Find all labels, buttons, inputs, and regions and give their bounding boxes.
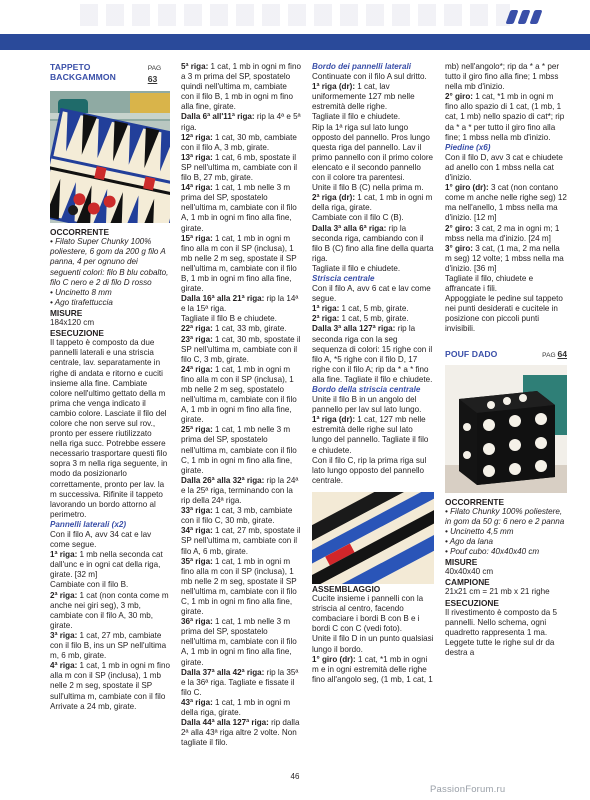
- column-2: [181, 62, 301, 748]
- border-repeat: Rip la 1ª riga sul lato lungo opposto del pannello. Pros lungo questa riga del pannello. Lav il primo pannello con il primo colore elencato e il secondo pannello con il colore tra parentesi.: [312, 122, 434, 183]
- pouf-sample: 21x21 cm = 21 mb x 21 righe: [445, 587, 550, 597]
- pieces-placement: Appoggiate le pedine sul tappeto nei punti desiderati e cucitele in posizione con piccoli punti invisibili.: [445, 294, 563, 334]
- pieces-round-1: 1° giro (dr): 3 cat (non contano come m anche nelle righe seg) 12 ma nell'anello, 1 mbss nella ma d'inizio. [12 m]: [445, 183, 567, 223]
- pouf-materials-heading: OCCORRENTE: [445, 496, 505, 507]
- rows-44-127: Dalla 44ª alla 127ª riga: rip dalla 2ª alla 43ª riga altre 2 volte. Non tagliate il filo.: [181, 718, 300, 748]
- border-row-2: 2ª riga (dr): 1 cat, 1 mb in ogni m della riga, girate.: [312, 193, 433, 213]
- assembly-round-1-cont: mb) nell'angolo*; rip da * a * per tutto il giro fino alla fine; 1 mbss nella mb d'inizio.: [445, 62, 560, 92]
- pouf-material-2: • Uncinetto 4,5 mm: [445, 526, 514, 536]
- pieces-heading: Piedine (x6): [445, 142, 491, 152]
- page-number: 46: [290, 772, 300, 781]
- pouf-title-row: [445, 349, 567, 361]
- row-5: 5ª riga: 1 cat, 1 mb in ogni m fino a 3 m prima del SP, spostatelo quindi nell'ultima m, cambiate con il filo B, 1 mb in ogni m fino alla fine, girate.: [181, 62, 301, 112]
- row-15: 15ª riga: 1 cat, 1 mb in ogni m fino alla m con il SP (inclusa), 1 mb nelle 2 m seg, spostate il SP nell'ultima m, cambiate con il filo B, 1 mb in ogni m fino alla fine, girate.: [181, 233, 297, 294]
- backgammon-page-ref: [148, 64, 170, 86]
- row-22: 22ª riga: 1 cat, 33 mb, girate.: [181, 324, 287, 334]
- column-3: [312, 62, 434, 685]
- pieces-round-3: 3° giro: 3 cat, (1 ma, 2 ma nella m seg) 12 volte; 1 mbss nella ma d'inizio. [36 m]: [445, 243, 564, 273]
- pouf-exec-heading: ESECUZIONE: [445, 597, 499, 608]
- pouf-size: 40x40x40 cm: [445, 567, 494, 577]
- backgammon-exec-text: Il tappeto è composto da due pannelli laterali e una striscia centrale, lav. separatamente in righe di andata e ritorno e cuciti insieme alla fine. Cambiate colore nell'ultimo gettato della m prima che venga indicato il cambio colore. Lasciate il filo del colore che non serve sul rov., pronto per essere riutilizzato nella riga succ. Potrebbe essere necessario trasportare questi filo sopra 3 m nella riga seguente, in modo da posizionarlo correttamente, pronto per lav. la m successiva. Rifinite il tappeto lavorando un bordo attorno al perimetro.: [50, 338, 168, 519]
- rows-26-32: Dalla 26ª alla 32ª riga: rip la 24ª e la 25ª riga, terminando con la rip della 24ª riga.: [181, 475, 299, 506]
- row-14: 14ª riga: 1 cat, 1 mb nelle 3 m prima del SP, spostatelo nell'ultima m, cambiate con il filo A, 1 mb in ogni m fino alla fine, girate.: [181, 183, 297, 233]
- column-4: [445, 62, 567, 658]
- backgammon-title: TAPPETO BACKGAMMON: [50, 62, 116, 83]
- pouf-page-ref: [542, 349, 567, 361]
- backgammon-size-heading: MISURE: [50, 307, 83, 318]
- backgammon-material-2: • Uncinetto 8 mm: [50, 287, 112, 297]
- pieces-intro: Con il filo D, avv 3 cat e chiudete ad anello con 1 mbss nella cat d'inizio.: [445, 152, 563, 183]
- row-36: 36ª riga: 1 cat, 1 mb nelle 3 m prima del SP, spostatelo nell'ultima m, cambiate con il filo A, 1 mb in ogni m fino alla fine, girate.: [181, 617, 297, 667]
- row-25: 25ª riga: 1 cat, 1 mb nelle 3 m prima del SP, spostatelo nell'ultima m, cambiate con il filo C, 1 mb in ogni m fino alla fine, girate.: [181, 425, 297, 475]
- strip-heading: Striscia centrale: [312, 273, 375, 283]
- assembly-text: Cucite insieme i pannelli con la striscia al centro, facendo combaciare i bordi B con B e i bordi C con C (vedi foto).: [312, 594, 424, 634]
- strip-border-row-1: 1ª riga (dr): 1 cat, 127 mb nelle estremità delle righe sul lato lungo del pannello. Tagliate il filo e chiudete.: [312, 415, 429, 455]
- panel-border-intro: Continuate con il filo A sul dritto.: [312, 72, 427, 82]
- rows-6-11: Dalla 6ª all'11ª riga: rip la 4ª e 5ª riga.: [181, 112, 301, 132]
- rug-illustration: [50, 91, 170, 223]
- assembly-join-d: Unite il filo D in un punto qualsiasi lungo il bordo.: [312, 634, 434, 654]
- rug-detail-illustration: [312, 492, 434, 584]
- row-35: 35ª riga: 1 cat, 1 mb in ogni m fino alla m con il SP (inclusa), 1 mb nelle 2 m seg, spostate il SP nell'ultima m, cambiate con il filo C, 1 mb in ogni m fino alla fine, girate.: [181, 556, 297, 617]
- strip-border-intro: Unite il filo B in un angolo del pannello per lav sul lato lungo.: [312, 395, 422, 415]
- backgammon-rug-photo: [50, 91, 170, 223]
- assembly-round-1: 1° giro (dr): 1 cat, *1 mb in ogni m e in ogni estremità delle righe fino all'angolo seg, (1 mb, 1 cat, 1: [312, 654, 433, 684]
- backgammon-material-3: • Ago tirafettuccia: [50, 297, 113, 307]
- row-33: 33ª riga: 1 cat, 3 mb, cambiate con il filo C, 30 mb, girate.: [181, 506, 293, 526]
- border-join: Unite il filo B (C) nella prima m.: [312, 183, 424, 193]
- backgammon-page-prefix: PAG: [147, 65, 162, 72]
- row-23: 23ª riga: 1 cat, 30 mb, spostate il SP nell'ultima m, cambiate con il filo C, 3 mb, girate.: [181, 334, 301, 364]
- strip-rows-3-127: Dalla 3ª alla 127ª riga: rip la seconda riga con la seg sequenza di colori: 15 righe con il filo A, *5 righe con il filo D, 17 righe con il filo A; rip da * a * fino alla fine. Tagliate il filo e chiudete.: [312, 324, 433, 384]
- pouf-page-prefix: PAG: [542, 351, 556, 359]
- pouf-size-heading: MISURE: [445, 557, 478, 568]
- pouf-page-number: 64: [557, 348, 567, 359]
- panel-change-b: Cambiate con il filo B.: [50, 580, 129, 590]
- row-12: 12ª riga: 1 cat, 30 mb, cambiate con il filo A, 3 mb, girate.: [181, 132, 297, 152]
- pieces-cut: Tagliate il filo, chiudete e affrancate i fili.: [445, 273, 534, 294]
- pieces-round-2: 2° giro: 3 cat, 2 ma in ogni m; 1 mbss nella ma d'inizio. [24 m]: [445, 223, 560, 243]
- border-row-1-cut: Tagliate il filo e chiudete.: [312, 112, 401, 122]
- panel-row-1: 1ª riga: 1 mb nella seconda cat dall'unc e in ogni cat della riga, girate. [32 m]: [50, 550, 163, 580]
- strip-border-repeat: Con il filo C, rip la prima riga sul lato lungo opposto del pannello centrale.: [312, 455, 427, 485]
- backgammon-material-1: • Filato Super Chunky 100% poliestere, 6 gom da 200 g filo A panna, 4 per ognuno dei seguenti colori: filo B blu cobalto, filo C nero e 2 di filo D rosso: [50, 237, 169, 287]
- rows-37-42: Dalla 37ª alla 42ª riga: rip la 35ª e la 36ª riga. Tagliate e fissate il filo C.: [181, 667, 299, 697]
- assembly-round-2: 2° giro: 1 cat, *1 mb in ogni m fino allo spazio di 1 cat, (1 mb, 1 cat, 1 mb) nello spazio di cat*; rip da * a * per tutto il giro fino alla fine; 1 mbss nella mb d'inizio.: [445, 92, 565, 142]
- pouf-material-1: • Filato Chunky 100% poliestere, in gom da 50 g: 6 nero e 2 panna: [445, 506, 565, 526]
- panel-row-2: 2ª riga: 1 cat (non conta come m anche nei giri seg), 3 mb, cambiate con il filo A, 30 mb, girate.: [50, 590, 169, 630]
- pouf-title: POUF DADO: [445, 348, 498, 359]
- row-34: 34ª riga: 1 cat, 27 mb, spostate il SP nell'ultima m, cambiate con il filo A, 6 mb, girate.: [181, 526, 301, 556]
- strip-row-2: 2ª riga: 1 cat, 5 mb, girate.: [312, 314, 409, 324]
- border-row-1: 1ª riga (dr): 1 cat, lav uniformemente 127 mb nelle estremità delle righe.: [312, 82, 415, 112]
- border-change: Cambiate con il filo C (B).: [312, 213, 404, 223]
- panel-row-4: 4ª riga: 1 cat, 1 mb in ogni m fino alla m con il SP (inclusa), 1 mb nelle 2 m seg, spostate il SP sull'ultima m, cambiate con il filo Arrivate a 24 mb, girate.: [50, 661, 170, 711]
- backgammon-exec-heading: ESECUZIONE: [50, 328, 104, 339]
- backgammon-size: 184x120 cm: [50, 318, 95, 328]
- row-24: 24ª riga: 1 cat, 1 mb in ogni m fino alla m con il SP (inclusa), 1 mb nelle 2 m seg, spostatelo nell'ultima m, cambiate con il filo A, 1 mb in ogni m fino alla fine, girate.: [181, 364, 297, 425]
- running-header: [0, 0, 590, 34]
- pouf-exec-text: Il rivestimento è composto da 5 pannelli. Nello schema, ogni quadretto rappresenta 1 ma. Leggete tutte le righe sul dr da destra a: [445, 607, 558, 658]
- pouf-material-3: • Ago da lana: [445, 537, 493, 546]
- pouf-illustration: [445, 365, 567, 493]
- header-mark-mid: [517, 10, 530, 24]
- border-rows-3-6: Dalla 3ª alla 6ª riga: rip la seconda riga, cambiando con il filo B (C) fino alla fine della quarta riga.: [312, 223, 434, 263]
- backgammon-materials-heading: OCCORRENTE: [50, 227, 110, 238]
- row-43: 43ª riga: 1 cat, 1 mb in ogni m della riga, girate.: [181, 697, 291, 717]
- watermark: PassionForum.ru: [430, 784, 506, 795]
- row-13: 13ª riga: 1 cat, 6 mb, spostate il SP nell'ultima m, cambiate con il filo B, 27 mb, girate.: [181, 152, 298, 183]
- pouf-material-4: • Pouf cubo: 40x40x40 cm: [445, 547, 540, 557]
- pouf-sample-heading: CAMPIONE: [445, 577, 490, 588]
- backgammon-title-row: [50, 62, 170, 86]
- assembly-heading: ASSEMBLAGGIO: [312, 583, 381, 594]
- strip-border-heading: Bordo della striscia centrale: [312, 385, 421, 394]
- panel-row-3: 3ª riga: 1 cat, 27 mb, cambiate con il filo B, ins un SP nell'ultima m, 6 mb, girate.: [50, 630, 167, 661]
- header-decoration: [80, 4, 510, 26]
- backgammon-page-number: 63: [147, 74, 158, 85]
- pouf-photo: [445, 365, 567, 493]
- header-mark-right: [529, 10, 542, 24]
- strip-row-1: 1ª riga: 1 cat, 5 mb, girate.: [312, 304, 409, 314]
- border-cut: Tagliate il filo e chiudete.: [312, 263, 401, 273]
- cut-b: Tagliate il filo B e chiudete.: [181, 314, 277, 324]
- panels-heading: Pannelli laterali (x2): [50, 519, 127, 529]
- rug-detail-photo: [312, 492, 434, 584]
- column-1: [50, 62, 170, 712]
- rows-16-21: Dalla 16ª alla 21ª riga: rip la 14ª e la 15ª riga.: [181, 294, 299, 314]
- header-color-band: [0, 34, 590, 50]
- panel-border-heading: Bordo dei pannelli laterali: [312, 62, 411, 71]
- strip-intro: Con il filo A, avv 6 cat e lav come segue.: [312, 284, 431, 304]
- panels-intro: Con il filo A, avv 34 cat e lav come segue.: [50, 530, 152, 550]
